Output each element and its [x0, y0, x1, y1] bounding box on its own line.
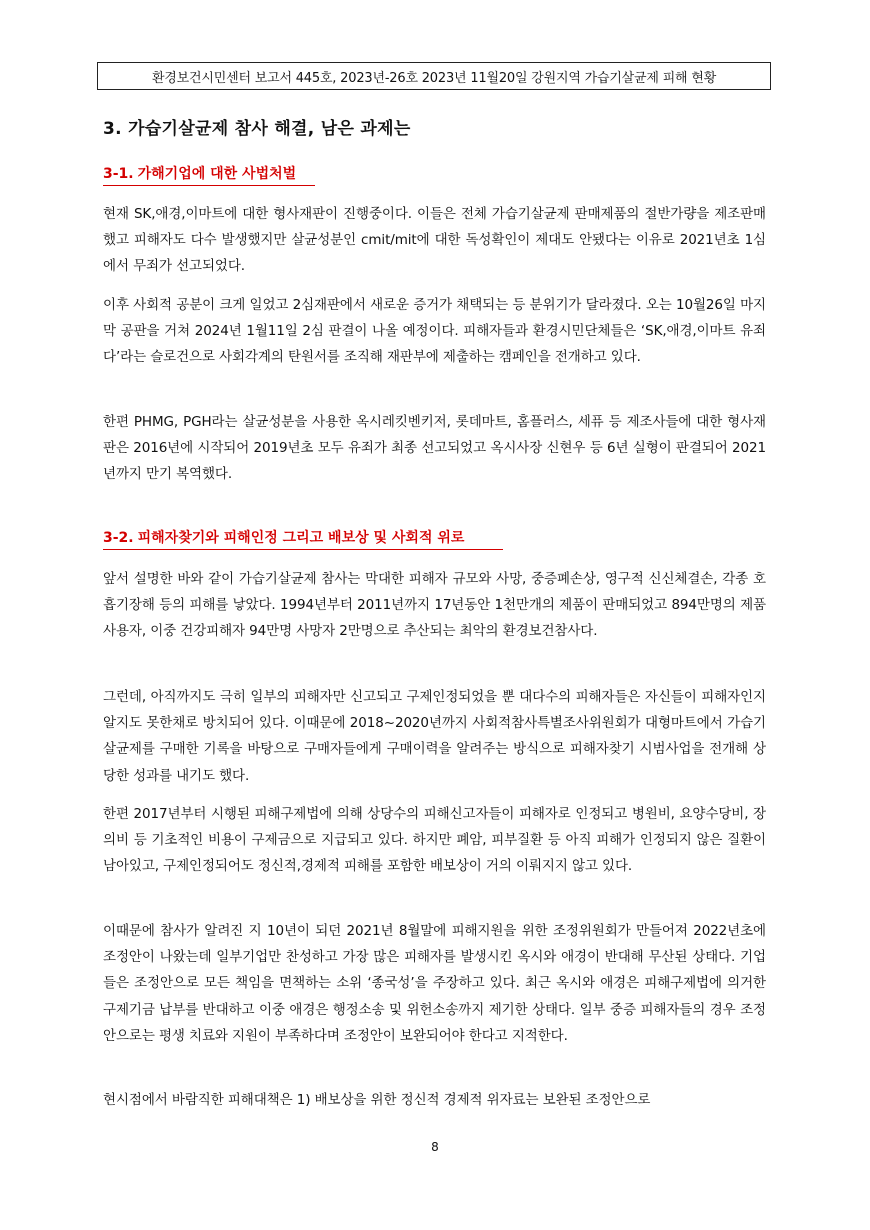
paragraph: 앞서 설명한 바와 같이 가습기살균제 참사는 막대한 피해자 규모와 사망, 중증폐손상, 영구적 신신체결손, 각종 호흡기장해 등의 피해를 낳았다. 1994년부터 2011년까지 17년동안 1천만개의 제품이 판매되었고 894만명의 제품 사용자, 이중 건강피해자 94만명 사망자 2만명으로 추산되는 최악의 환경보건참사다. [103, 571, 766, 640]
subsection-number: 3-2. [103, 530, 134, 546]
report-header [97, 62, 771, 90]
subsection-heading-3-1 [103, 163, 296, 183]
paragraph: 현재 SK,애경,이마트에 대한 형사재판이 진행중이다. 이들은 전체 가습기살균제 판매제품의 절반가량을 제조판매했고 피해자도 다수 발생했지만 살균성분인 cmit/mit에 대한 독성확인이 제대도 안됐다는 이유로 2021년초 1심에서 무죄가 선고되었다. [103, 206, 766, 275]
paragraph: 한편 2017년부터 시행된 피해구제법에 의해 상당수의 피해신고자들이 피해자로 인정되고 병원비, 요양수당비, 장의비 등 기초적인 비용이 구제금으로 지급되고 있다. 하지만 폐암, 피부질환 등 아직 피해가 인정되지 않은 질환이 남아있고, 구제인정되어도 정신적,경제적 피해를 포함한 배보상이 거의 이뤄지지 않고 있다. [103, 806, 766, 875]
paragraph: 현시점에서 바람직한 피해대책은 1) 배보상을 위한 정신적 경제적 위자료는 보완된 조정안으로 [103, 1092, 651, 1108]
subsection-heading-3-2 [103, 527, 464, 547]
report-header-text: 환경보건시민센터 보고서 445호, 2023년-26호 2023년 11월20일 강원지역 가습기살균제 피해 현황 [151, 70, 717, 86]
section-title: 3. 가습기살균제 참사 해결, 남은 과제는 [103, 119, 411, 139]
heading-underline [103, 185, 315, 186]
subsection-title: 피해자찾기와 피해인정 그리고 배보상 및 사회적 위로 [137, 530, 465, 546]
subsection-title: 가해기업에 대한 사법처벌 [137, 166, 297, 182]
heading-underline [103, 549, 503, 550]
paragraph: 그런데, 아직까지도 극히 일부의 피해자만 신고되고 구제인정되었을 뿐 대다수의 피해자들은 자신들이 피해자인지 알지도 못한채로 방치되어 있다. 이때문에 2018~2020년까지 사회적참사특별조사위원회가 대형마트에서 가습기살균제를 구매한 기록을 바탕으로 구매자들에게 구매이력을 알려주는 방식으로 피해자찾기 시범사업을 전개해 상당한 성과를 내기도 했다. [103, 689, 766, 784]
page-number: 8 [431, 1140, 439, 1154]
paragraph: 이때문에 참사가 알려진 지 10년이 되던 2021년 8월말에 피해지원을 위한 조정위원회가 만들어져 2022년초에 조정안이 나왔는데 일부기업만 찬성하고 가장 많은 피해자를 발생시킨 옥시와 애경이 반대해 무산된 상태다. 기업들은 조정안으로 모든 책임을 면책하는 소위 ‘종국성’을 주장하고 있다. 최근 옥시와 애경은 피해구제법에 의거한 구제기금 납부를 반대하고 이중 애경은 행정소송 및 위헌소송까지 제기한 상태다. 일부 중증 피해자들의 경우 조정안으로는 평생 치료와 지원이 부족하다며 조정안이 보완되어야 한다고 지적한다. [103, 923, 766, 1044]
paragraph: 한편 PHMG, PGH라는 살균성분을 사용한 옥시레킷벤키저, 롯데마트, 홈플러스, 세퓨 등 제조사들에 대한 형사재판은 2016년에 시작되어 2019년초 모두 유죄가 최종 선고되었고 옥시사장 신현우 등 6년 실형이 판결되어 2021년까지 만기 복역했다. [103, 414, 766, 483]
subsection-number: 3-1. [103, 166, 134, 182]
paragraph: 이후 사회적 공분이 크게 일었고 2심재판에서 새로운 증거가 채택되는 등 분위기가 달라졌다. 오는 10월26일 마지막 공판을 거쳐 2024년 1월11일 2심 판결이 나올 예정이다. 피해자들과 환경시민단체들은 ‘SK,애경,이마트 유죄다’라는 슬로건으로 사회각계의 탄원서를 조직해 재판부에 제출하는 캠페인을 전개하고 있다. [103, 297, 766, 366]
